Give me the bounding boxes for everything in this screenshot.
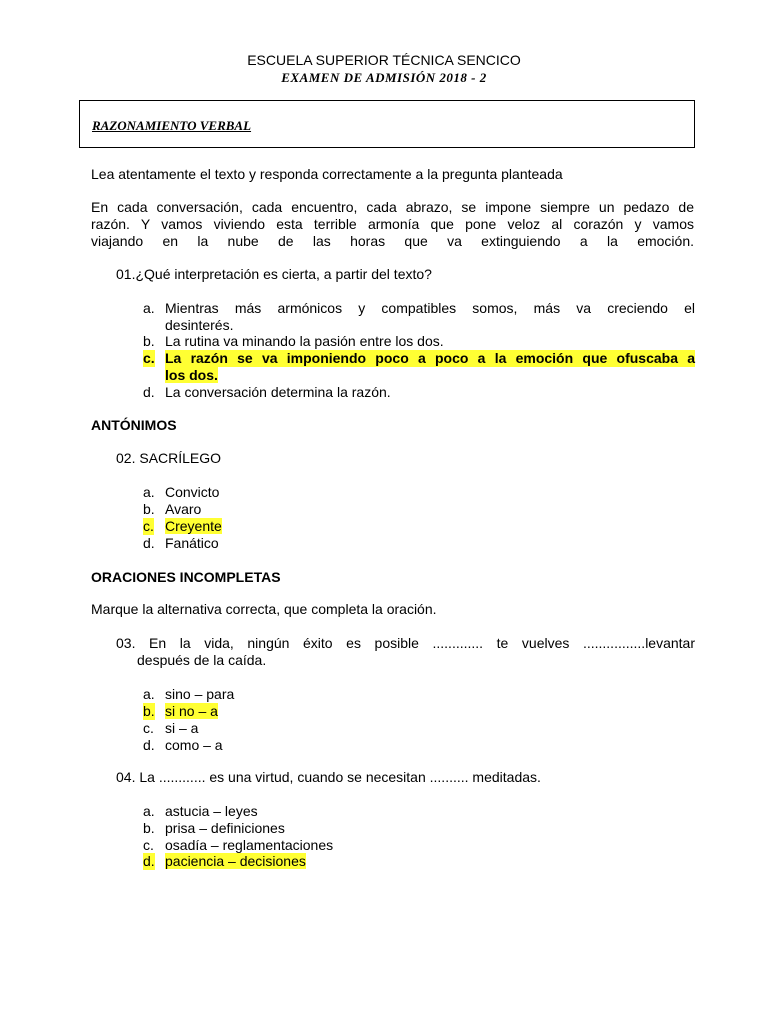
q3-option-b-correct: [143, 703, 695, 720]
section-box: [79, 100, 695, 148]
option-text: Convicto: [165, 484, 220, 500]
question-2: 02. SACRÍLEGO: [116, 450, 222, 466]
option-text: paciencia – decisiones: [165, 853, 306, 869]
option-letter: a.: [143, 686, 155, 702]
q1-option-b: [143, 333, 695, 350]
q4-option-a: [143, 803, 695, 820]
option-text: Fanático: [165, 535, 219, 551]
option-text: Creyente: [165, 518, 222, 534]
oraciones-instruction: Marque la alternativa correcta, que completa la oración.: [91, 601, 437, 617]
option-letter: d.: [143, 384, 155, 400]
q1-option-a: [143, 300, 695, 334]
option-text-cont: desinterés.: [165, 317, 234, 333]
oraciones-heading: ORACIONES INCOMPLETAS: [91, 569, 281, 585]
question-1: 01.¿Qué interpretación es cierta, a partir del texto?: [116, 266, 432, 282]
q1-option-c-correct: [143, 350, 695, 384]
question-4: 04. La ............ es una virtud, cuando se necesitan .......... meditadas.: [116, 769, 541, 785]
antonimos-heading: ANTÓNIMOS: [91, 417, 177, 433]
option-text: La rutina va minando la pasión entre los dos.: [165, 333, 444, 349]
passage-line: razón. Y vamos viviendo esta terrible armonía que pone veloz al corazón y vamos: [91, 216, 694, 232]
option-letter: b.: [143, 333, 155, 349]
option-text: si – a: [165, 720, 199, 736]
section-box-title: RAZONAMIENTO VERBAL: [92, 118, 252, 133]
option-letter: a.: [143, 803, 155, 819]
option-letter: a.: [143, 300, 155, 316]
q2-option-c-correct: [143, 518, 695, 535]
option-letter: b.: [143, 501, 155, 517]
option-text: sino – para: [165, 686, 235, 702]
question-3-line: 03. En la vida, ningún éxito es posible ............. te vuelves ................levantar: [116, 635, 695, 651]
option-text: La razón se va imponiendo poco a poco a la emoción que ofuscaba a: [165, 350, 695, 366]
option-letter: c.: [143, 518, 154, 534]
q2-option-a: [143, 484, 695, 501]
q2-option-d: [143, 535, 695, 552]
q4-option-b: [143, 820, 695, 837]
option-text: osadía – reglamentaciones: [165, 837, 334, 853]
option-text: prisa – definiciones: [165, 820, 285, 836]
option-letter: d.: [143, 535, 155, 551]
question-3: [116, 635, 695, 669]
option-text: astucia – leyes: [165, 803, 258, 819]
option-letter: c.: [143, 837, 154, 853]
option-text-cont: los dos.: [165, 367, 218, 383]
q4-option-d-correct: [143, 853, 695, 870]
question-3-line: después de la caída.: [137, 652, 267, 668]
option-letter: d.: [143, 853, 155, 869]
option-text: Mientras más armónicos y compatibles somos, más va creciendo el: [165, 300, 695, 316]
option-letter: b.: [143, 820, 155, 836]
option-text: como – a: [165, 737, 223, 753]
passage: [91, 199, 694, 250]
option-text: La conversación determina la razón.: [165, 384, 391, 400]
option-letter: a.: [143, 484, 155, 500]
option-letter: c.: [143, 350, 155, 366]
q3-option-d: [143, 737, 695, 754]
option-letter: b.: [143, 703, 155, 719]
option-text: Avaro: [165, 501, 202, 517]
q3-option-c: [143, 720, 695, 737]
q1-option-d: [143, 384, 695, 401]
exam-title: EXAMEN DE ADMISIÓN 2018 - 2: [281, 70, 487, 85]
option-letter: c.: [143, 720, 154, 736]
passage-line: viajando en la nube de las horas que va extinguiendo a la emoción.: [91, 233, 694, 249]
option-text: si no – a: [165, 703, 218, 719]
q4-option-c: [143, 837, 695, 854]
q2-option-b: [143, 501, 695, 518]
option-letter: d.: [143, 737, 155, 753]
instruction-text: Lea atentamente el texto y responda correctamente a la pregunta planteada: [91, 166, 563, 182]
passage-line: En cada conversación, cada encuentro, cada abrazo, se impone siempre un pedazo de: [91, 199, 694, 215]
q3-option-a: [143, 686, 695, 703]
school-name: ESCUELA SUPERIOR TÉCNICA SENCICO: [247, 52, 521, 68]
